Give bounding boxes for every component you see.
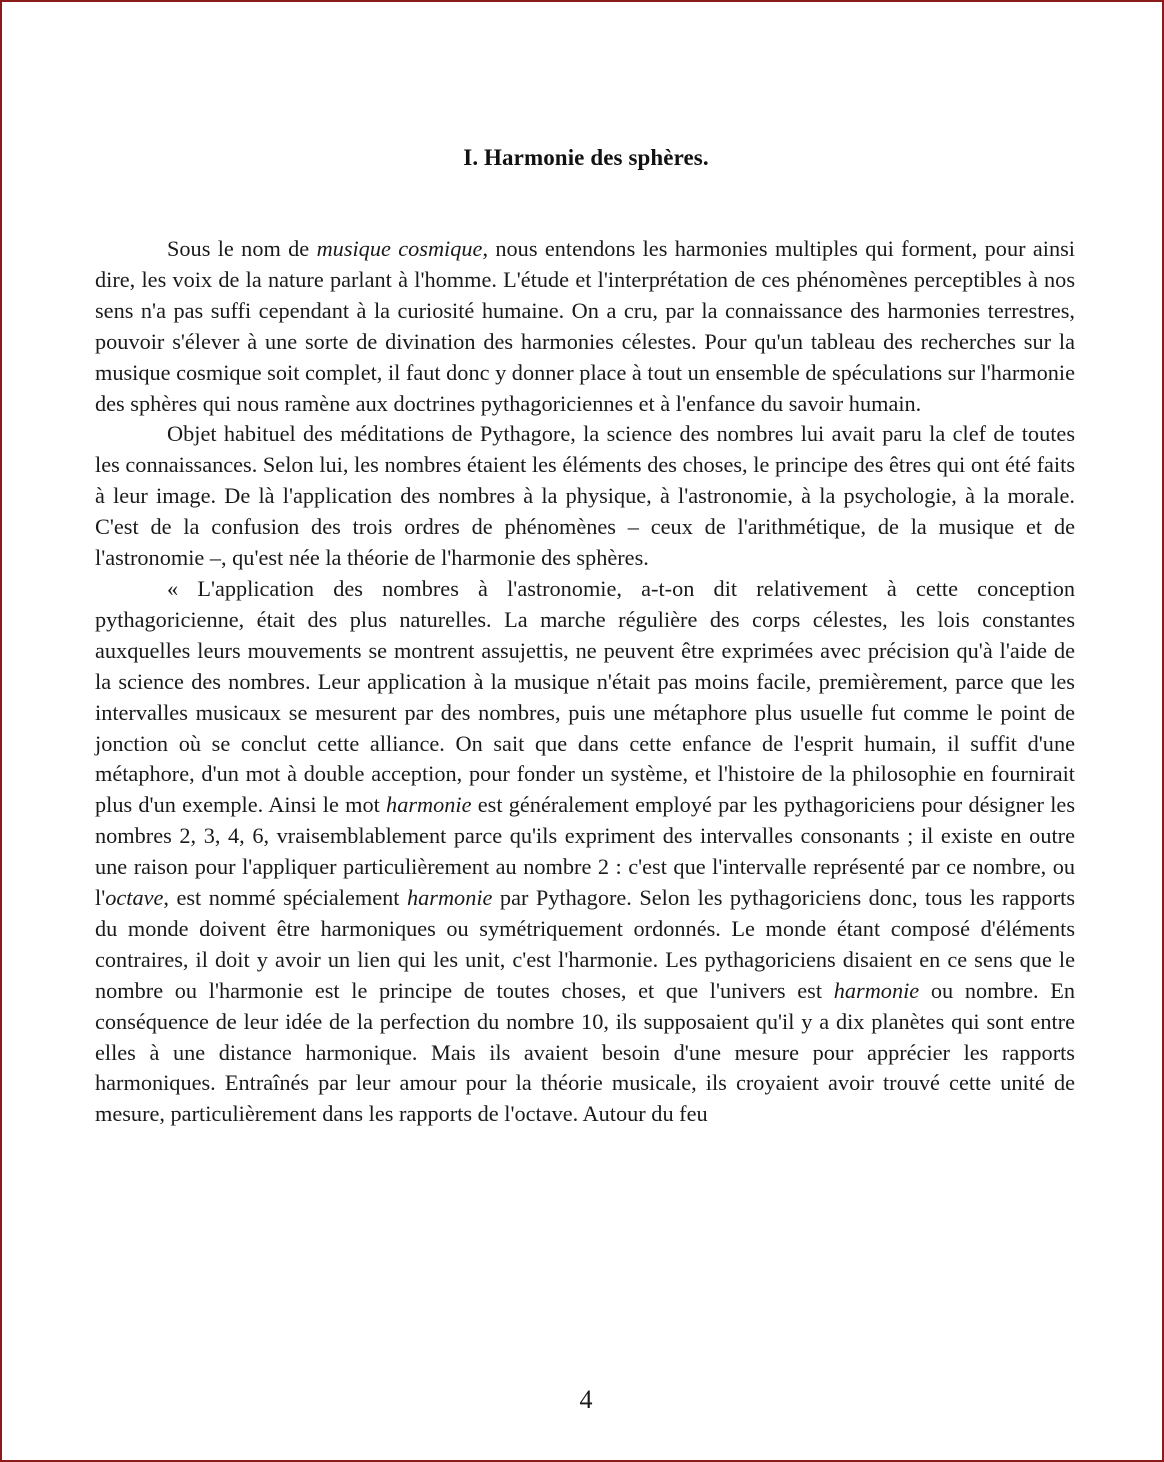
page-title: I. Harmonie des sphères. xyxy=(463,145,709,170)
text-segment: , nous entendons les harmonies multiples qui forment, pour ainsi dire, les voix de la nature parlant à l'homme. L'étude et l'interprétation de ces phénomènes perceptibles à nos sens n'a pas suffi cependant à la curiosité humaine. On a cru, par la connaissance des harmonies terrestres, pouvoir s'élever à une sorte de divination des harmonies célestes. Pour qu'un tableau des recherches sur la musique cosmique soit complet, il faut donc y donner place à tout un ensemble de spéculations sur l'harmonie des sphères qui nous ramène aux doctrines pythagoriciennes et à l'enfance du savoir humain. xyxy=(95,236,1075,416)
italic-segment: musique cosmique xyxy=(316,236,483,261)
text-segment: « L'application des nombres à l'astronomie, a-t-on dit relativement à cette conception pythagoricienne, était des plus naturelles. La marche régulière des corps célestes, les lois constantes auxquelles leurs mouvements se montrent assujettis, ne peuvent être exprimées avec précision qu'à l'aide de la science des nombres. Leur application à la musique n'était pas moins facile, premièrement, parce que les intervalles musicaux se mesurent par des nombres, puis une métaphore plus usuelle fut comme le point de jonction où se conclut cette alliance. On sait que dans cette enfance de l'esprit humain, il suffit d'une métaphore, d'un mot à double acception, pour fonder un système, et l'histoire de la philosophie en fournirait plus d'un exemple. Ainsi le mot xyxy=(95,575,1075,818)
text-segment: Objet habituel des méditations de Pythagore, la science des nombres lui avait paru la clef de toutes les connaissances. Selon lui, les nombres étaient les éléments des choses, le principe des êtres qui ont été faits à leur image. De là l'application des nombres à la physique, à l'astronomie, à la psychologie, à la morale. C'est de la confusion des trois ordres de phénomènes – ceux de l'arithmétique, de la musique et de l'astronomie –, qu'est née la théorie de l'harmonie des sphères. xyxy=(95,421,1075,571)
italic-segment: harmonie xyxy=(833,977,920,1003)
text-segment: est généralement employé par les pythagoriciens pour désigner les nombres 2, 3, 4, 6, vraisemblablement parce qu'ils expriment des intervalles consonants ; il existe en outre une raison pour l'appliquer particulièrement au nombre 2 : c'est que l'intervalle représenté par ce nombre, ou l' xyxy=(95,792,1075,911)
paragraph-1 xyxy=(95,234,1075,419)
italic-segment: harmonie xyxy=(406,885,493,911)
paragraph-2 xyxy=(95,419,1075,574)
italic-segment: harmonie xyxy=(386,792,472,818)
italic-segment: octave xyxy=(105,885,164,911)
text-segment: par Pythagore. Selon les pythagoriciens donc, tous les rapports du monde doivent être harmoniques ou symétriquement ordonnés. Le monde étant composé d'éléments contraires, il doit y avoir un lien qui les unit, c'est l'harmonie. Les pythagoriciens disaient en ce sens que le nombre ou l'harmonie est le principe de toutes choses, et que l'univers est xyxy=(95,885,1076,1003)
body-text xyxy=(95,234,1075,1130)
paragraph-3 xyxy=(95,574,1075,1130)
text-segment: , est nommé spécialement xyxy=(163,885,407,911)
text-segment: Sous le nom de xyxy=(167,236,317,261)
page-number: 4 xyxy=(579,1385,593,1414)
text-segment: ou nombre. En conséquence de leur idée de la perfection du nombre 10, ils supposaient qu'il y a dix planètes qui sont entre elles à une distance harmonique. Mais ils avaient besoin d'une mesure pour apprécier les rapports harmoniques. Entraînés par leur amour pour la théorie musicale, ils croyaient avoir trouvé cette unité de mesure, particulièrement dans les rapports de l'octave. Autour du feu xyxy=(95,977,1075,1127)
